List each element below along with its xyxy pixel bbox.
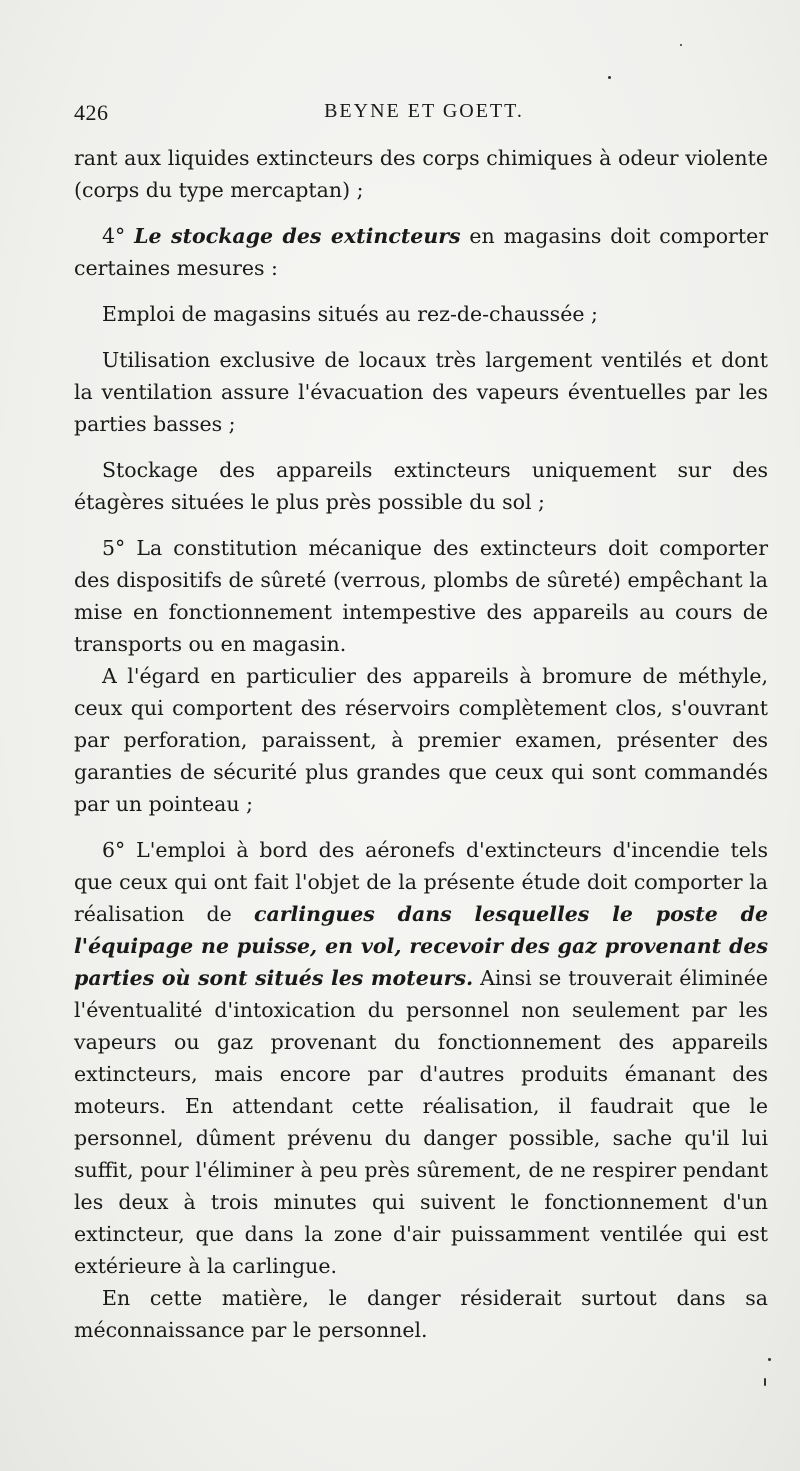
page-header [74,100,774,134]
paragraph-utilisation: Utilisation exclusive de locaux très largement ventilés et dont la ventilation assure l'évacuation des vapeurs éventuelles par les parties basses ; [74,348,768,436]
item-4-italic: Le stockage des extincteurs [134,224,461,248]
scan-speck [764,1378,766,1386]
body-text [74,142,768,1346]
paragraph-item-5: 5° La constitution mécanique des extincteurs doit comporter des dispositifs de sûreté (verrous, plombs de sûreté) empêchant la mise en fonctionnement intempestive des appareils au cours de transports ou en magasin. [74,536,768,656]
scan-speck [768,1358,771,1361]
paragraph-continuation: rant aux liquides extincteurs des corps chimiques à odeur violente (corps du type mercaptan) ; [74,146,768,202]
scan-speck [680,44,682,46]
paragraph-item-4 [74,220,768,284]
item-6-before: 6° L'emploi à bord des aéronefs d'extincteurs d'incendie tels que ceux qui ont fait l'objet de la présente étude doit comporter la réalisation de [74,838,768,926]
paragraph-bromure: A l'égard en particulier des appareils à bromure de méthyle, ceux qui comportent des réservoirs complètement clos, s'ouvrant par perforation, paraissent, à premier examen, présenter des garanties de sécurité plus grandes que ceux qui sont commandés par un pointeau ; [74,664,768,816]
item-6-after: Ainsi se trouverait éliminée l'éventualité d'intoxication du personnel non seulement par les vapeurs ou gaz provenant du fonctionnement des appareils extincteurs, mais encore par d'autres produits émanant des moteurs. En attendant cette réalisation, il faudrait que le personnel, dûment prévenu du danger possible, sache qu'il lui suffit, pour l'éliminer à peu près sûrement, de ne respirer pendant les deux à trois minutes qui suivent le fonctionnement d'un extincteur, que dans la zone d'air puissamment ventilée qui est extérieure à la carlingue. [74,966,768,1278]
running-head: BEYNE ET GOETT. [324,100,524,122]
item-6-italic: carlingues dans lesquelles le poste de l'équipage ne puisse, en vol, recevoir des gaz provenant des parties où sont situés les moteurs. [74,902,768,990]
paragraph-emploi: Emploi de magasins situés au rez-de-chaussée ; [102,302,598,326]
paragraph-stockage: Stockage des appareils extincteurs uniquement sur des étagères situées le plus près possible du sol ; [74,458,768,514]
item-4-after: en magasins doit comporter certaines mesures : [74,224,769,280]
item-4-before: 4° [102,224,135,248]
scan-speck [608,76,611,79]
page-number: 426 [74,100,109,125]
paragraph-item-6 [74,834,768,1282]
paragraph-conclusion: En cette matière, le danger résiderait surtout dans sa méconnaissance par le personnel. [74,1286,768,1342]
